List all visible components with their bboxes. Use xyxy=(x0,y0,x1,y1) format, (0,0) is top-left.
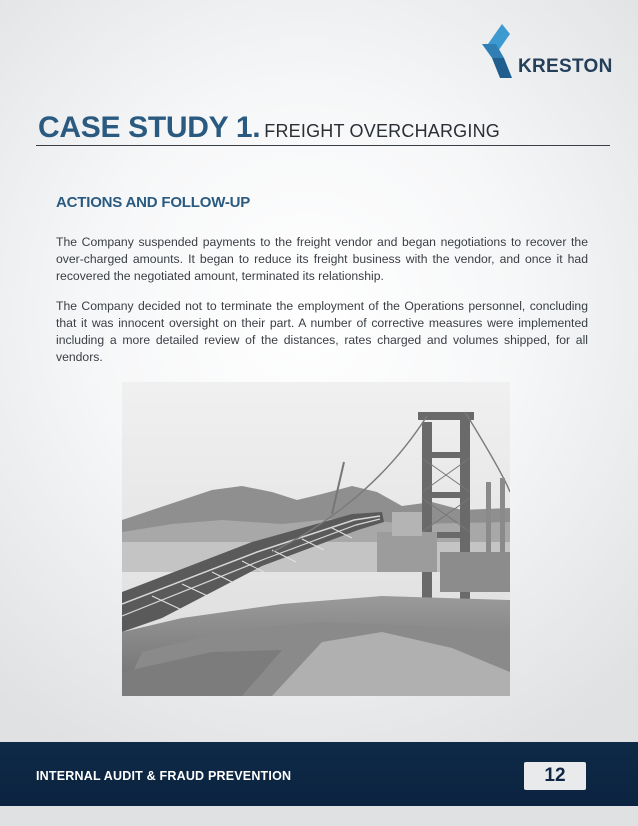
section-heading: ACTIONS AND FOLLOW-UP xyxy=(56,194,251,211)
photo-illustration xyxy=(122,382,510,696)
kreston-mark-icon xyxy=(478,20,522,84)
title-subtitle: FREIGHT OVERCHARGING xyxy=(264,121,500,141)
bridge-construction-photo xyxy=(122,382,510,696)
footer-title: INTERNAL AUDIT & FRAUD PREVENTION xyxy=(36,769,292,783)
title-main: CASE STUDY 1. xyxy=(38,111,261,144)
logo-wordmark: KRESTON xyxy=(518,56,613,77)
page-number: 12 xyxy=(524,762,586,790)
footer-bar xyxy=(0,742,638,806)
paragraph-1: The Company suspended payments to the freight vendor and began negotiations to recover the over-charged amounts. It began to reduce its freight business with the vendor, and once it had recovered the negotiated amount, terminated its relationship. xyxy=(56,235,588,283)
title-divider xyxy=(36,145,610,146)
page-title xyxy=(38,113,558,143)
kreston-logo xyxy=(478,20,618,84)
paragraph-2: The Company decided not to terminate the employment of the Operations personnel, concluding that it was innocent oversight on their part. A number of corrective measures were implemented including a more detailed review of the distances, rates charged and volumes shipped, for all vendors. xyxy=(56,299,588,364)
